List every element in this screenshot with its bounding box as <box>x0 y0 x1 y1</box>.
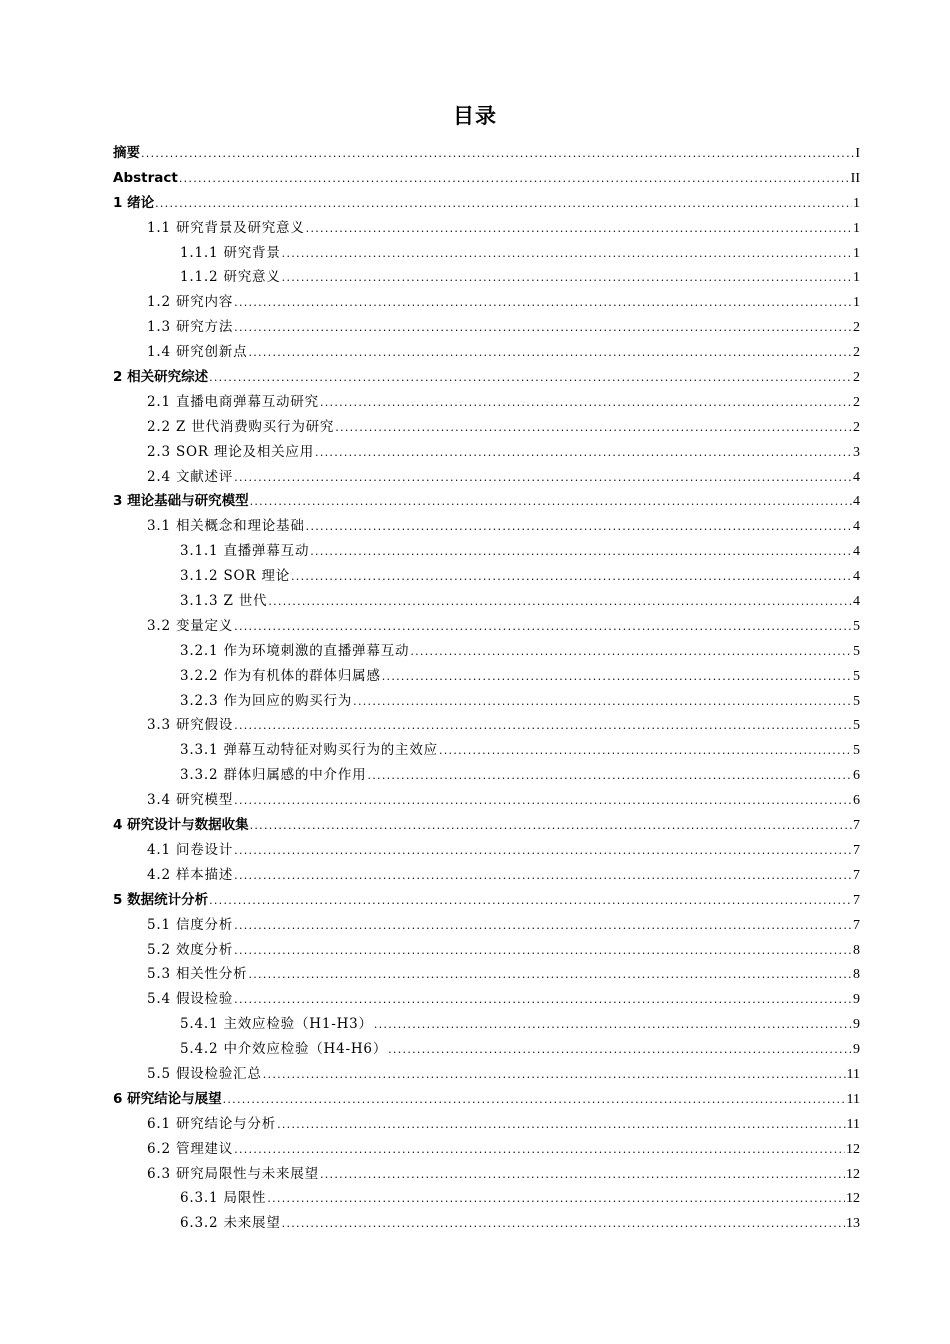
toc-entry[interactable] <box>113 1087 860 1112</box>
toc-entry-page-number: 2 <box>853 320 860 336</box>
toc-entry[interactable] <box>113 639 860 664</box>
toc-entry-label: 3.1.3 Z 世代 <box>180 593 268 610</box>
toc-entry[interactable] <box>113 763 860 788</box>
toc-entry-label: 3.2 变量定义 <box>147 617 234 634</box>
toc-entry[interactable] <box>113 863 860 888</box>
toc-entry-label: 3.2.1 作为环境刺激的直播弹幕互动 <box>180 642 410 659</box>
toc-entry-page-number: 4 <box>853 544 860 560</box>
toc-entry-page-number: II <box>850 170 860 186</box>
toc-dot-leader <box>263 1063 846 1088</box>
toc-entry-page-number: 1 <box>853 245 860 261</box>
toc-entry-label: 摘要 <box>113 145 140 161</box>
toc-entry-page-number: 5 <box>853 693 860 709</box>
toc-entry-label: 6.2 管理建议 <box>147 1140 234 1157</box>
toc-entry-label: 1.3 研究方法 <box>147 319 234 336</box>
toc-entry[interactable] <box>113 315 860 340</box>
toc-dot-leader <box>320 391 852 416</box>
toc-dot-leader <box>320 1163 845 1188</box>
toc-dot-leader <box>234 466 852 491</box>
toc-entry[interactable] <box>113 589 860 614</box>
toc-entry-page-number: 1 <box>853 295 860 311</box>
toc-entry-page-number: 8 <box>853 942 860 958</box>
toc-entry-label: 6 研究结论与展望 <box>113 1090 222 1107</box>
toc-dot-leader <box>282 242 852 267</box>
toc-entry-page-number: 5 <box>853 618 860 634</box>
toc-entry[interactable] <box>113 191 860 216</box>
toc-dot-leader <box>209 366 852 391</box>
toc-dot-leader <box>291 565 852 590</box>
toc-dot-leader <box>282 266 852 291</box>
toc-entry[interactable] <box>113 1186 860 1211</box>
toc-dot-leader <box>234 839 852 864</box>
toc-entry[interactable] <box>113 514 860 539</box>
toc-entry-label: 1 绪论 <box>113 194 155 211</box>
toc-entry-page-number: 4 <box>853 569 860 585</box>
toc-dot-leader <box>234 615 852 640</box>
toc-title: 目录 <box>453 104 497 128</box>
toc-dot-leader <box>439 739 852 764</box>
toc-dot-leader <box>382 665 852 690</box>
toc-dot-leader <box>315 441 852 466</box>
toc-entry-page-number: 1 <box>853 270 860 286</box>
toc-entry-page-number: 4 <box>853 594 860 610</box>
toc-entry-label: 2.4 文献述评 <box>147 468 234 485</box>
toc-entry-label: 3.4 研究模型 <box>147 792 234 809</box>
toc-entry-page-number: 8 <box>853 967 860 983</box>
toc-entry-label: 6.3 研究局限性与未来展望 <box>147 1165 319 1182</box>
toc-entry[interactable] <box>113 1162 860 1187</box>
toc-entry-page-number: 5 <box>853 718 860 734</box>
toc-entry-page-number: 2 <box>853 370 860 386</box>
toc-dot-leader <box>250 814 852 839</box>
toc-entry[interactable] <box>113 1137 860 1162</box>
toc-entry-label: Abstract <box>113 169 178 186</box>
toc-entry-label: 3 理论基础与研究模型 <box>113 493 249 510</box>
toc-dot-leader <box>234 1138 845 1163</box>
toc-entry-page-number: 6 <box>853 793 860 809</box>
toc-dot-leader <box>282 1212 845 1237</box>
toc-entry-page-number: 2 <box>853 394 860 410</box>
toc-entry-label: 3.3.1 弹幕互动特征对购买行为的主效应 <box>180 742 438 759</box>
toc-entry-page-number: 11 <box>846 1116 860 1132</box>
toc-entry-page-number: 2 <box>853 419 860 435</box>
toc-entry-page-number: 5 <box>853 668 860 684</box>
toc-entry-page-number: 4 <box>853 519 860 535</box>
toc-entry-label: 3.2.3 作为回应的购买行为 <box>180 692 353 709</box>
toc-dot-leader <box>388 1038 852 1063</box>
toc-dot-leader <box>306 515 852 540</box>
toc-entry-label: 5 数据统计分析 <box>113 891 209 908</box>
toc-entry-label: 1.2 研究内容 <box>147 294 234 311</box>
toc-entry-label: 4.1 问卷设计 <box>147 841 234 858</box>
toc-entry-label: 5.2 效度分析 <box>147 941 234 958</box>
toc-entry[interactable] <box>113 539 860 564</box>
toc-dot-leader <box>141 142 854 167</box>
toc-dot-leader <box>234 864 852 889</box>
toc-entry-page-number: 4 <box>853 494 860 510</box>
toc-dot-leader <box>310 540 852 565</box>
toc-entry-page-number: 5 <box>853 743 860 759</box>
toc-dot-leader <box>267 1187 845 1212</box>
toc-entry[interactable] <box>113 1012 860 1037</box>
toc-entry[interactable] <box>113 962 860 987</box>
toc-entry-page-number: 12 <box>846 1141 860 1157</box>
toc-entry-label: 3.3.2 群体归属感的中介作用 <box>180 767 367 784</box>
toc-entry-page-number: 2 <box>853 345 860 361</box>
toc-entry[interactable] <box>113 838 860 863</box>
toc-dot-leader <box>374 1013 852 1038</box>
toc-entry-page-number: 9 <box>853 1017 860 1033</box>
toc-entry-page-number: 11 <box>846 1066 860 1082</box>
toc-entry-label: 3.1 相关概念和理论基础 <box>147 518 305 535</box>
toc-entry-label: 5.4.2 中介效应检验（H4-H6） <box>180 1041 388 1058</box>
toc-entry-label: 6.1 研究结论与分析 <box>147 1115 277 1132</box>
toc-entry-label: 2.1 直播电商弹幕互动研究 <box>147 393 319 410</box>
toc-entry-page-number: 7 <box>853 818 860 834</box>
toc-entry[interactable] <box>113 689 860 714</box>
toc-entry-label: 3.3 研究假设 <box>147 717 234 734</box>
toc-entry[interactable] <box>113 813 860 838</box>
toc-entry-page-number: 9 <box>853 1042 860 1058</box>
toc-entry-page-number: 1 <box>853 195 860 211</box>
toc-entry-page-number: 4 <box>853 469 860 485</box>
toc-dot-leader <box>155 192 852 217</box>
toc-entry-label: 1.1 研究背景及研究意义 <box>147 219 305 236</box>
toc-entry-page-number: 1 <box>853 220 860 236</box>
toc-entry-label: 2.2 Z 世代消费购买行为研究 <box>147 418 335 435</box>
toc-entry-page-number: 11 <box>846 1091 860 1107</box>
toc-entry-page-number: 7 <box>853 842 860 858</box>
toc-entry-label: 1.1.2 研究意义 <box>180 269 281 286</box>
toc-entry[interactable] <box>113 166 860 191</box>
toc-entry[interactable] <box>113 938 860 963</box>
toc-entry[interactable] <box>113 614 860 639</box>
toc-dot-leader <box>234 939 852 964</box>
toc-dot-leader <box>234 291 852 316</box>
toc-entry[interactable] <box>113 365 860 390</box>
toc-entry[interactable] <box>113 788 860 813</box>
toc-entry-page-number: 7 <box>853 917 860 933</box>
toc-entry[interactable] <box>113 1211 860 1236</box>
toc-entry-page-number: 3 <box>853 444 860 460</box>
toc-dot-leader <box>223 1088 846 1113</box>
toc-entry-page-number: 12 <box>846 1191 860 1207</box>
toc-dot-leader <box>234 789 852 814</box>
toc-entry[interactable] <box>113 440 860 465</box>
toc-entry[interactable] <box>113 713 860 738</box>
toc-entry[interactable] <box>113 913 860 938</box>
toc-entry-label: 3.1.2 SOR 理论 <box>180 568 291 585</box>
toc-entry-page-number: 5 <box>853 643 860 659</box>
toc-dot-leader <box>234 988 852 1013</box>
toc-entry-page-number: 13 <box>846 1216 860 1232</box>
toc-entry[interactable] <box>113 489 860 514</box>
toc-dot-leader <box>179 167 850 192</box>
toc-entry-label: 3.2.2 作为有机体的群体归属感 <box>180 667 381 684</box>
toc-entry[interactable] <box>113 888 860 913</box>
toc-entry-label: 5.5 假设检验汇总 <box>147 1065 262 1082</box>
toc-entry[interactable] <box>113 664 860 689</box>
toc-entry-label: 3.1.1 直播弹幕互动 <box>180 543 310 560</box>
toc-entry[interactable] <box>113 1037 860 1062</box>
toc-entry[interactable] <box>113 216 860 241</box>
toc-entry[interactable] <box>113 1062 860 1087</box>
toc-entry-label: 2.3 SOR 理论及相关应用 <box>147 443 315 460</box>
toc-entry[interactable] <box>113 390 860 415</box>
toc-dot-leader <box>410 640 852 665</box>
toc-dot-leader <box>250 490 852 515</box>
toc-dot-leader <box>367 764 852 789</box>
toc-entry[interactable] <box>113 265 860 290</box>
toc-entry[interactable] <box>113 241 860 266</box>
toc-entry[interactable] <box>113 738 860 763</box>
toc-entry-page-number: 12 <box>846 1166 860 1182</box>
toc-entry[interactable] <box>113 290 860 315</box>
toc-entry[interactable] <box>113 987 860 1012</box>
toc-entry-label: 5.4.1 主效应检验（H1-H3） <box>180 1016 373 1033</box>
toc-dot-leader <box>209 889 852 914</box>
toc-entry-label: 4 研究设计与数据收集 <box>113 817 249 834</box>
toc-entry-label: 1.4 研究创新点 <box>147 344 248 361</box>
toc-entry-label: 6.3.2 未来展望 <box>180 1215 281 1232</box>
toc-dot-leader <box>353 690 852 715</box>
toc-list <box>113 141 860 1236</box>
toc-dot-leader <box>277 1113 845 1138</box>
toc-dot-leader <box>268 590 852 615</box>
toc-entry[interactable] <box>113 465 860 490</box>
toc-entry-page-number: 6 <box>853 768 860 784</box>
toc-entry[interactable] <box>113 1112 860 1137</box>
toc-dot-leader <box>248 963 852 988</box>
toc-entry-label: 4.2 样本描述 <box>147 866 234 883</box>
toc-entry-label: 5.3 相关性分析 <box>147 966 248 983</box>
toc-entry[interactable] <box>113 564 860 589</box>
toc-entry-page-number: 7 <box>853 892 860 908</box>
toc-entry[interactable] <box>113 415 860 440</box>
toc-dot-leader <box>234 714 852 739</box>
toc-entry-page-number: 9 <box>853 992 860 1008</box>
toc-dot-leader <box>234 316 852 341</box>
toc-entry-page-number: I <box>855 146 860 161</box>
toc-entry[interactable] <box>113 340 860 365</box>
toc-entry-label: 5.1 信度分析 <box>147 916 234 933</box>
toc-entry-page-number: 7 <box>853 867 860 883</box>
toc-entry-label: 6.3.1 局限性 <box>180 1190 267 1207</box>
toc-dot-leader <box>234 914 852 939</box>
toc-entry-label: 5.4 假设检验 <box>147 991 234 1008</box>
toc-dot-leader <box>248 341 852 366</box>
toc-entry-label: 1.1.1 研究背景 <box>180 244 281 261</box>
toc-dot-leader <box>335 416 852 441</box>
toc-dot-leader <box>306 217 852 242</box>
toc-entry-label: 2 相关研究综述 <box>113 369 209 386</box>
toc-entry[interactable] <box>113 141 860 166</box>
